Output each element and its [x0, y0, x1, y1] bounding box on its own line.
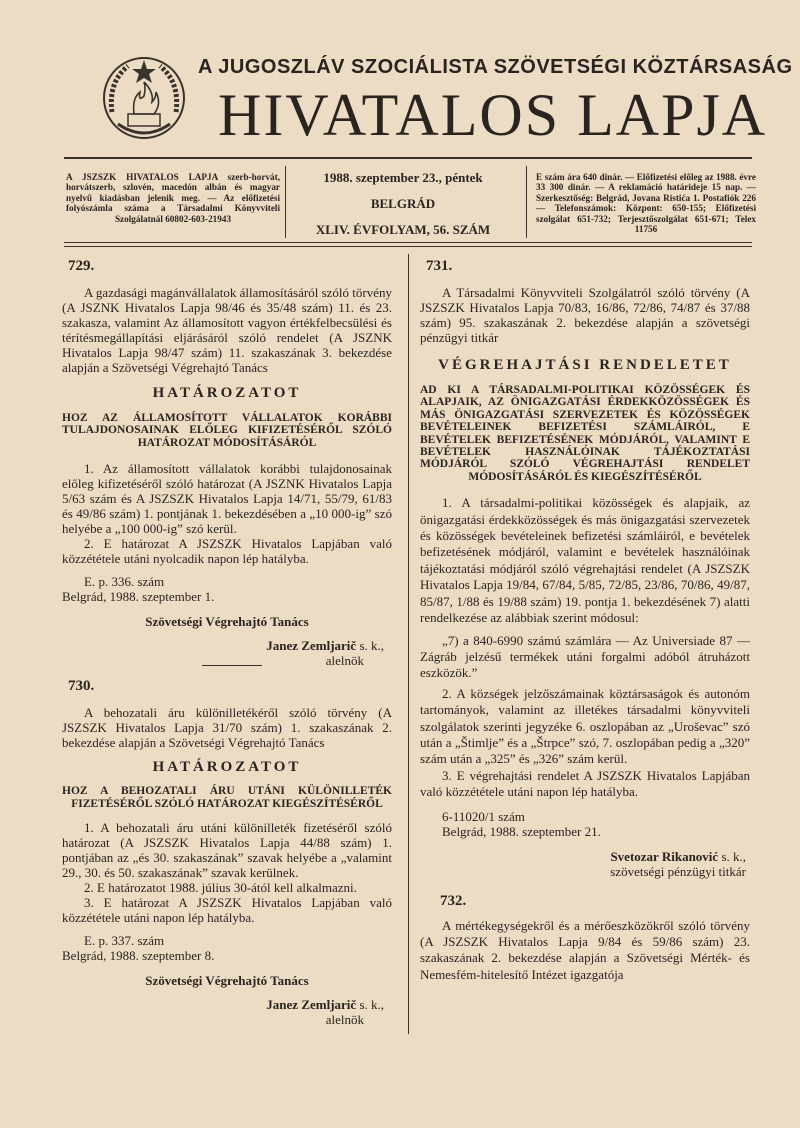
column-divider [408, 254, 409, 1034]
decree-729-signature [62, 638, 392, 653]
issue-volume: XLIV. ÉVFOLYAM, 56. SZÁM [315, 222, 491, 237]
decree-730-point-2: 2. E határozatot 1988. július 30-ától kell alkalmazni. [84, 880, 357, 896]
decree-729-intro: A gazdasági magánvállalatok államosításáról szóló törvény (A JSZNK Hivatalos Lapja 98/46 és 35/48 szám) 11. és 23. szakasza, valamint Az államosított vagyon értékfelbecsülési és térítésmegállapítási eljárásáról szóló rendelet (A JSZNK Hivatalos Lapja 98/47 szám) 11. szakaszának 3. bekezdése alapján a Szövetségi Végrehajtó Tanács [62, 285, 392, 375]
masthead-title: HIVATALOS LAPJA [218, 82, 768, 148]
decree-729-signer: Janez Zemljarič [266, 638, 357, 654]
decree-731-signer: Svetozar Rikanović [610, 848, 719, 864]
decree-730-sk: s. k., [359, 997, 384, 1013]
decree-729-sk: s. k., [359, 638, 384, 654]
decree-730-signer: Janez Zemljarič [266, 997, 357, 1013]
header-left-notice: A JSZSZK HIVATALOS LAPJA szerb-horvát, horvátszerb, szlovén, macedón albán és magyar nyelvű kiadásban jelenik meg. — Az előfizetési folyószámla száma a Társadalmi Könyvviteli Szolgálatnál 60802-603-21943 [66, 172, 280, 224]
decree-732-intro: A mértékegységekről és a mérőeszközökről szóló törvény (A JSZSZK Hivatalos Lapja 9/84 és 59/86 szám) 23. szakaszának 2. bekezdése alapján a Szövetségi Mérték- és Nemesfém-hitelesítő Intézet igazgatója [420, 917, 750, 982]
decree-number-732: 732. [440, 892, 467, 909]
header-divider-left [285, 166, 286, 238]
decree-730-council: Szövetségi Végrehajtó Tanács [145, 973, 309, 989]
decree-729-point-1: 1. Az államosított vállalatok korábbi tulajdonosainak előleg kifizetéséről szóló határozat (A JSZNK Hivatalos Lapja 5/63 szám és A JSZSZK Hivatalos Lapja 14/71, 55/79, 61/83 és 49/86 szám) 1. pontjának 1. bekezdésében a „10 000-ig” szó helyébe a „100 000-ig” szó kerül. [62, 461, 392, 537]
masthead-rule [64, 157, 752, 159]
decree-731-point-3: 3. E végrehajtási rendelet A JSZSZK Hivatalos Lapjában való közzététele utáni napon lép hatályba. [420, 767, 750, 800]
decree-729-point-2: 2. E határozat A JSZSZK Hivatalos Lapjában való közzététele utáni nyolcadik napon lép hatályba. [62, 536, 392, 567]
left-column [62, 258, 392, 1027]
decree-731-role: szövetségi pénzügyi titkár [610, 863, 746, 879]
right-column [420, 258, 750, 983]
decree-731-quote: „7) a 840-6990 számú számlára — Az Universiade 87 — Zágráb jelzésű termékek utáni forgalmi adóból átruházott eszközök.” [420, 632, 750, 681]
header-rule-bottom [64, 246, 752, 247]
decree-731-point-1: 1. A társadalmi-politikai közösségek és alapjaik, az önigazgatási érdekközösségek és más önigazgatási szervezetek és közösségek bevételeinek befizetési számláiról, e bevételek befizetésének módjáról, valamint e bevételek használóinak tájékoztatási módjáról szóló végrehajtási rendelet (A JSZSZK Hivatalos Lapja 19/84, 67/84, 5/85, 72/85, 23/86, 70/86, 49/87, 85/87, 1/88 és 19/88 szám) 19. pontja 1. bekezdésének 7) alatti rendelkezése az alábbiak szerint módosul: [420, 495, 750, 626]
decree-730-caption: HOZ A BEHOZATALI ÁRU UTÁNI KÜLÖNILLETÉK FIZETÉSÉRŐL SZÓLÓ HATÁROZAT KIEGÉSZÍTÉSÉRŐL [62, 785, 392, 810]
decree-number-730: 730. [68, 678, 95, 695]
header-divider-right [526, 166, 527, 238]
header-rule-top [64, 242, 752, 243]
decree-731-ref: 6-11020/1 szám [442, 808, 525, 824]
decree-731-point-2: 2. A községek jelzőszámainak köztársaságok és autonóm tartományok, valamint az illetékes társadalmi könyvviteli szolgálatok szerinti jegyzéke 6. oszlopában az „Uroševac” szó után a „Štimlje” és a „Štrpce” szó, 7. oszlopában pedig a „320” szám után a „325” és „326” szám kerül. [420, 685, 750, 767]
decree-729-heading: HATÁROZATOT [152, 385, 302, 401]
decree-number-731: 731. [426, 258, 453, 274]
decree-731-place-date: Belgrád, 1988. szeptember 21. [442, 823, 601, 839]
decree-number-729: 729. [68, 258, 95, 274]
decree-729-caption: HOZ AZ ÁLLAMOSÍTOTT VÁLLALATOK KORÁBBI TULAJDONOSAINAK ELŐLEG KIFIZETÉSÉRŐL SZÓLÓ HATÁROZAT MÓDOSÍTÁSÁRÓL [62, 412, 392, 449]
decree-729-place-date: Belgrád, 1988. szeptember 1. [62, 589, 215, 605]
decree-731-intro: A Társadalmi Könyvviteli Szolgálatról szóló törvény (A JSZSZK Hivatalos Lapja 70/83, 16/86, 72/86, 74/87 és 37/88 szám) 95. szakaszának 2. bekezdése alapján a szövetségi pénzügyi titkár [420, 285, 750, 345]
decree-729-ref: E. p. 336. szám [84, 574, 165, 590]
issue-city: BELGRÁD [370, 196, 436, 211]
issue-date: 1988. szeptember 23., péntek [323, 170, 483, 185]
decree-730-point-1: 1. A behozatali áru utáni különilleték fizetéséről szóló határozat (A JSZSZK Hivatalos Lapja 44/88 szám) 1. pontjában az „és 30. szakaszának” szavak helyébe a „valamint 29., 30. és 50. szakaszának” szavak kerülnek. [62, 820, 392, 881]
decree-729-end-rule [202, 665, 262, 666]
header-issue-info [292, 170, 514, 248]
decree-730-point-3: 3. E határozat A JSZSZK Hivatalos Lapjában való közzététele utáni napon lép hatályba. [62, 895, 392, 926]
decree-729-role: alelnök [325, 653, 364, 669]
header-right-notice: E szám ára 640 dinár. — Előfizetési előleg az 1988. évre 33 300 dinár. — A reklamáció határideje 15 nap. — Szerkesztőség: Belgrád, Jovana Ristića 1. Postafiók 226 — Telefonszámok: Központ: 650-155; Előfizetési szolgálat 651-732; Terjesztőszolgálat 651-671; Telex 11756 [536, 172, 756, 235]
decree-730-ref: E. p. 337. szám [84, 933, 165, 949]
decree-730-signature [62, 997, 392, 1012]
decree-729-council: Szövetségi Végrehajtó Tanács [145, 614, 309, 630]
decree-731-caption: AD KI A TÁRSADALMI-POLITIKAI KÖZÖSSÉGEK ÉS ALAPJAIK, AZ ÖNIGAZGATÁSI ÉRDEKKÖZÖSSÉGEK ÉS MÁS ÖNIGAZGATÁSI SZERVEZETEK ÉS KÖZÖSSÉGEK BEVÉTELEINEK BEFIZETÉSI SZÁMLÁIRÓL, E BEVÉTELEK BEFIZETÉSÉNEK MÓDJÁRÓL, VALAMINT E BEVÉTELEK HASZNÁLÓINAK TÁJÉKOZTATÁSI MÓDJÁRÓL SZÓLÓ VÉGREHAJTÁSI RENDELET MÓDOSÍTÁSÁRÓL ÉS KIEGÉSZÍTÉSÉRŐL [420, 384, 750, 483]
decree-730-role: alelnök [325, 1012, 364, 1028]
decree-731-signature [420, 849, 750, 864]
decree-730-intro: A behozatali áru különilletékéről szóló törvény (A JSZSZK Hivatalos Lapja 31/70 szám) 1. szakaszának 2. bekezdése alapján a Szövetségi Végrehajtó Tanács [62, 705, 392, 751]
decree-731-sk: s. k., [721, 848, 746, 864]
state-emblem-icon [98, 52, 190, 144]
decree-730-place-date: Belgrád, 1988. szeptember 8. [62, 948, 215, 964]
decree-730-heading: HATÁROZATOT [152, 759, 302, 776]
masthead-subtitle: A JUGOSZLÁV SZOCIÁLISTA SZÖVETSÉGI KÖZTÁRSASÁG [198, 56, 793, 78]
decree-731-heading: VÉGREHAJTÁSI RENDELETET [438, 357, 732, 373]
